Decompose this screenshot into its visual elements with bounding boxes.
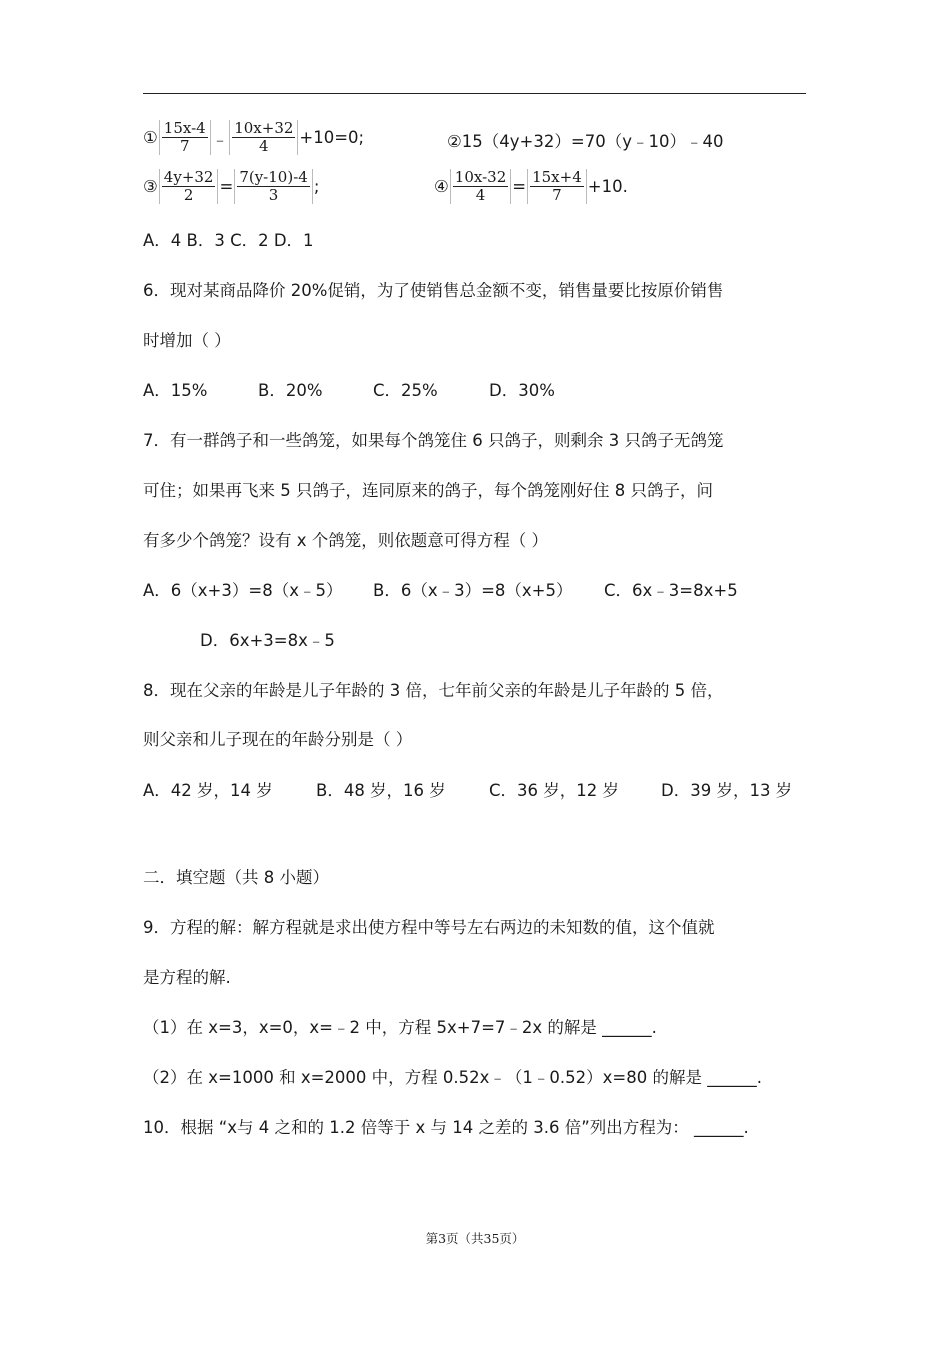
q8-stem-line2: 则父亲和儿子现在的年龄分别是（ ） [143, 730, 413, 749]
operator: = [219, 177, 234, 196]
q8-option-b: B．48 岁，16 岁 [316, 781, 446, 800]
fraction: $\frac{15x-4}{7}$ [159, 120, 211, 155]
fraction: $\frac{7(y-10)-4}{3}$ [234, 169, 313, 204]
q7-option-d: D．6x+3=8x﹣5 [200, 631, 335, 650]
q7-option-a: A．6（x+3）=8（x﹣5） [143, 581, 343, 600]
equation-marker: ④ [434, 177, 449, 196]
q9-sub2: （2）在 x=1000 和 x=2000 中，方程 0.52x﹣（1﹣0.52）x=80 的解是 ______. [143, 1068, 762, 1087]
equation-2: ②15（4y+32）=70（y﹣10）﹣40 [447, 132, 724, 151]
q8-stem-line1: 8．现在父亲的年龄是儿子年龄的 3 倍，七年前父亲的年龄是儿子年龄的 5 倍， [143, 681, 724, 700]
operator: = [512, 177, 527, 196]
equation-marker: ③ [143, 177, 158, 196]
q9-sub1: （1）在 x=3，x=0，x=﹣2 中，方程 5x+7=7﹣2x 的解是 ______. [143, 1018, 657, 1037]
section-heading: 二．填空题（共 8 小题） [143, 868, 329, 887]
q8-option-a: A．42 岁，14 岁 [143, 781, 273, 800]
q8-option-c: C．36 岁，12 岁 [489, 781, 620, 800]
q9-stem-line2: 是方程的解. [143, 968, 231, 987]
fraction: $\frac{15x+4}{7}$ [527, 169, 587, 204]
q7-stem-line3: 有多少个鸽笼？设有 x 个鸽笼，则依题意可得方程（ ） [143, 531, 548, 550]
page-footer: 第3页（共35页） [425, 1231, 525, 1246]
q6-option-b: B．20% [258, 381, 323, 400]
q5-options: A．4 B．3 C．2 D．1 [143, 231, 314, 250]
equation-tail: +10. [587, 177, 628, 196]
equation-tail: +10=0; [299, 128, 365, 147]
equation-3 [143, 169, 319, 204]
fraction: $\frac{4y+32}{2}$ [159, 169, 219, 204]
equation-tail: ; [313, 177, 320, 196]
q10-stem: 10．根据 “x与 4 之和的 1.2 倍等于 x 与 14 之差的 3.6 倍”列出方程为： ______. [143, 1118, 749, 1137]
q6-option-d: D．30% [489, 381, 555, 400]
q6-option-a: A．15% [143, 381, 208, 400]
header-rule [143, 93, 806, 94]
equation-marker: ① [143, 128, 158, 147]
q7-option-c: C．6x﹣3=8x+5 [604, 581, 738, 600]
q7-stem-line1: 7．有一群鸽子和一些鸽笼，如果每个鸽笼住 6 只鸽子，则剩余 3 只鸽子无鸽笼 [143, 431, 724, 450]
q7-option-b: B．6（x﹣3）=8（x+5） [373, 581, 573, 600]
q6-option-c: C．25% [373, 381, 438, 400]
equation-4 [434, 169, 628, 204]
fraction: $\frac{10x-32}{4}$ [450, 169, 511, 204]
q6-stem-line2: 时增加（ ） [143, 331, 231, 350]
operator: ﹣ [211, 129, 229, 149]
equation-1 [143, 120, 364, 155]
q7-stem-line2: 可住；如果再飞来 5 只鸽子，连同原来的鸽子，每个鸽笼刚好住 8 只鸽子，问 [143, 481, 713, 500]
q8-option-d: D．39 岁，13 岁 [661, 781, 793, 800]
q9-stem-line1: 9．方程的解：解方程就是求出使方程中等号左右两边的未知数的值，这个值就 [143, 918, 715, 937]
q6-stem-line1: 6．现对某商品降价 20%促销，为了使销售总金额不变，销售量要比按原价销售 [143, 281, 724, 300]
fraction: $\frac{10x+32}{4}$ [229, 120, 298, 155]
